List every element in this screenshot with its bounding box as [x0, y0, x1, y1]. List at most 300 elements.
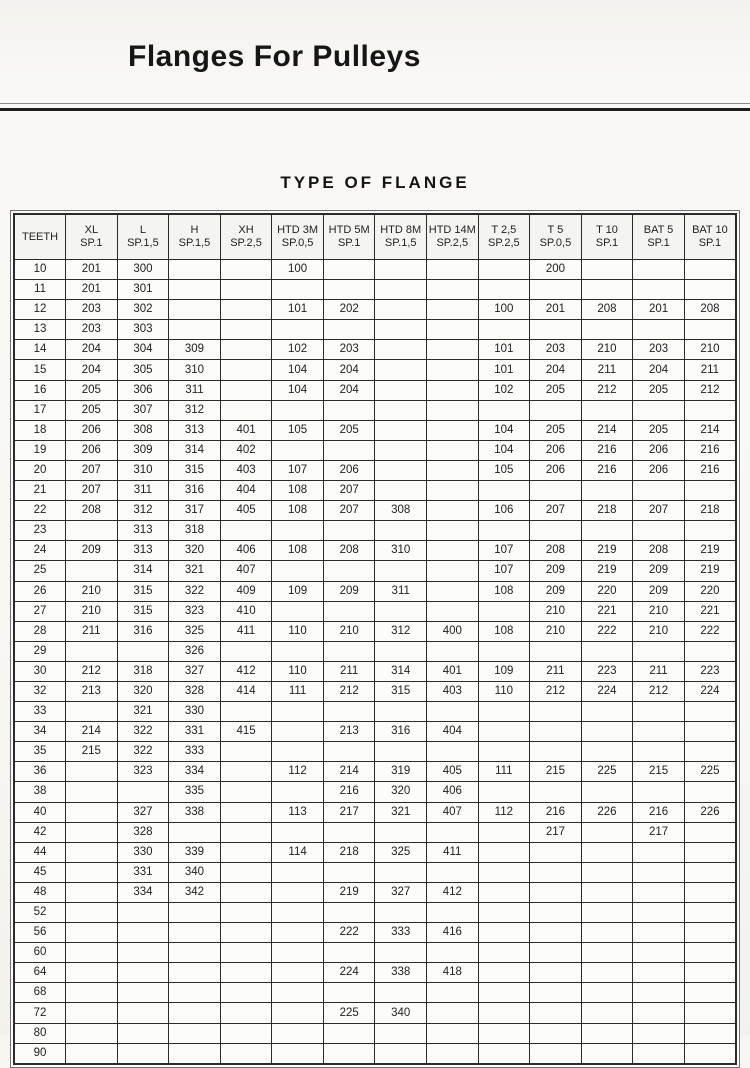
part-number-cell [375, 481, 427, 501]
part-number-cell [220, 320, 272, 340]
part-number-cell: 331 [117, 862, 169, 882]
part-number-cell [427, 360, 479, 380]
part-number-cell [478, 702, 530, 722]
part-number-cell: 100 [272, 260, 324, 280]
table-row [14, 681, 736, 701]
part-number-cell: 108 [272, 501, 324, 521]
part-number-cell: 205 [323, 420, 375, 440]
part-number-cell [581, 742, 633, 762]
part-number-cell [220, 822, 272, 842]
part-number-cell: 308 [117, 420, 169, 440]
part-number-cell: 212 [581, 380, 633, 400]
part-number-cell [272, 923, 324, 943]
part-number-cell: 401 [427, 661, 479, 681]
part-number-cell [272, 862, 324, 882]
part-number-cell [633, 320, 685, 340]
part-number-cell: 210 [684, 340, 736, 360]
teeth-cell: 68 [14, 983, 66, 1003]
part-number-cell [581, 641, 633, 661]
part-number-cell [375, 862, 427, 882]
table-row [14, 481, 736, 501]
teeth-cell: 40 [14, 802, 66, 822]
part-number-cell: 316 [117, 621, 169, 641]
part-number-cell [375, 943, 427, 963]
part-number-cell [323, 1023, 375, 1043]
part-number-cell: 314 [117, 561, 169, 581]
part-number-cell: 320 [169, 541, 221, 561]
part-number-cell [220, 360, 272, 380]
part-number-cell [427, 943, 479, 963]
part-number-cell: 205 [530, 420, 582, 440]
teeth-cell: 29 [14, 641, 66, 661]
part-number-cell: 212 [323, 681, 375, 701]
part-number-cell: 225 [684, 762, 736, 782]
part-number-cell [427, 862, 479, 882]
part-number-cell: 306 [117, 380, 169, 400]
column-header-t-2-5 [478, 214, 530, 260]
part-number-cell [272, 983, 324, 1003]
part-number-cell [375, 380, 427, 400]
column-label: T 5 [547, 224, 564, 236]
part-number-cell: 210 [530, 601, 582, 621]
part-number-cell [169, 260, 221, 280]
part-number-cell [530, 903, 582, 923]
part-number-cell [530, 702, 582, 722]
part-number-cell [169, 280, 221, 300]
table-row [14, 300, 736, 320]
part-number-cell [633, 1003, 685, 1023]
part-number-cell [117, 641, 169, 661]
part-number-cell [323, 320, 375, 340]
part-number-cell: 304 [117, 340, 169, 360]
part-number-cell: 211 [530, 661, 582, 681]
teeth-cell: 90 [14, 1043, 66, 1064]
part-number-cell [530, 882, 582, 902]
column-header-l [117, 214, 169, 260]
table-row [14, 340, 736, 360]
part-number-cell: 217 [530, 822, 582, 842]
part-number-cell: 203 [323, 340, 375, 360]
part-number-cell [633, 260, 685, 280]
part-number-cell: 216 [530, 802, 582, 822]
part-number-cell: 219 [684, 561, 736, 581]
part-number-cell [169, 903, 221, 923]
part-number-cell: 314 [169, 440, 221, 460]
part-number-cell [684, 842, 736, 862]
part-number-cell: 208 [684, 300, 736, 320]
table-row [14, 923, 736, 943]
part-number-cell [272, 1043, 324, 1064]
part-number-cell: 111 [272, 681, 324, 701]
part-number-cell: 320 [375, 782, 427, 802]
part-number-cell [684, 903, 736, 923]
part-number-cell [220, 923, 272, 943]
part-number-cell [581, 400, 633, 420]
part-number-cell [66, 702, 118, 722]
part-number-cell: 210 [633, 601, 685, 621]
part-number-cell [66, 561, 118, 581]
part-number-cell [272, 742, 324, 762]
part-number-cell: 319 [375, 762, 427, 782]
teeth-cell: 52 [14, 903, 66, 923]
part-number-cell [427, 983, 479, 1003]
part-number-cell [66, 822, 118, 842]
part-number-cell [427, 460, 479, 480]
part-number-cell: 218 [684, 501, 736, 521]
column-header-bat-10 [684, 214, 736, 260]
part-number-cell [581, 320, 633, 340]
part-number-cell: 101 [272, 300, 324, 320]
part-number-cell: 106 [478, 501, 530, 521]
part-number-cell: 212 [66, 661, 118, 681]
part-number-cell: 220 [581, 581, 633, 601]
table-row [14, 360, 736, 380]
part-number-cell [684, 641, 736, 661]
part-number-cell [581, 862, 633, 882]
part-number-cell: 202 [323, 300, 375, 320]
part-number-cell: 203 [66, 300, 118, 320]
part-number-cell [375, 400, 427, 420]
part-number-cell: 209 [633, 561, 685, 581]
part-number-cell: 333 [375, 923, 427, 943]
part-number-cell: 226 [581, 802, 633, 822]
part-number-cell: 402 [220, 440, 272, 460]
column-label: L [139, 224, 146, 236]
part-number-cell: 214 [684, 420, 736, 440]
part-number-cell [169, 963, 221, 983]
part-number-cell: 203 [530, 340, 582, 360]
column-pitch-label: SP.2,5 [230, 237, 262, 249]
part-number-cell: 411 [427, 842, 479, 862]
part-number-cell [581, 842, 633, 862]
part-number-cell: 105 [272, 420, 324, 440]
part-number-cell [530, 842, 582, 862]
teeth-cell: 27 [14, 601, 66, 621]
part-number-cell: 210 [530, 621, 582, 641]
table-row [14, 943, 736, 963]
part-number-cell: 313 [117, 521, 169, 541]
part-number-cell: 330 [169, 702, 221, 722]
part-number-cell: 214 [66, 722, 118, 742]
column-header-h [169, 214, 221, 260]
part-number-cell [684, 983, 736, 1003]
part-number-cell [684, 280, 736, 300]
part-number-cell: 315 [375, 681, 427, 701]
part-number-cell [478, 782, 530, 802]
part-number-cell: 317 [169, 501, 221, 521]
part-number-cell: 325 [169, 621, 221, 641]
part-number-cell [581, 1043, 633, 1064]
part-number-cell [375, 983, 427, 1003]
part-number-cell [684, 943, 736, 963]
part-number-cell: 327 [169, 661, 221, 681]
part-number-cell [66, 762, 118, 782]
part-number-cell [478, 923, 530, 943]
part-number-cell [478, 943, 530, 963]
table-row [14, 822, 736, 842]
teeth-cell: 34 [14, 722, 66, 742]
part-number-cell [478, 601, 530, 621]
part-number-cell: 208 [581, 300, 633, 320]
part-number-cell [427, 702, 479, 722]
part-number-cell [633, 702, 685, 722]
part-number-cell [117, 903, 169, 923]
part-number-cell [220, 380, 272, 400]
part-number-cell: 201 [66, 280, 118, 300]
part-number-cell [272, 440, 324, 460]
part-number-cell [117, 1003, 169, 1023]
part-number-cell: 331 [169, 722, 221, 742]
part-number-cell [375, 822, 427, 842]
teeth-cell: 60 [14, 943, 66, 963]
part-number-cell: 418 [427, 963, 479, 983]
part-number-cell: 214 [581, 420, 633, 440]
part-number-cell [272, 822, 324, 842]
part-number-cell [478, 1003, 530, 1023]
part-number-cell: 218 [323, 842, 375, 862]
part-number-cell [427, 742, 479, 762]
part-number-cell [427, 1003, 479, 1023]
part-number-cell [220, 1003, 272, 1023]
part-number-cell: 300 [117, 260, 169, 280]
part-number-cell: 110 [478, 681, 530, 701]
part-number-cell [272, 400, 324, 420]
part-number-cell [220, 963, 272, 983]
part-number-cell [684, 481, 736, 501]
table-row [14, 460, 736, 480]
part-number-cell: 207 [323, 481, 375, 501]
part-number-cell [633, 641, 685, 661]
part-number-cell [220, 742, 272, 762]
part-number-cell [427, 903, 479, 923]
table-row [14, 320, 736, 340]
part-number-cell [427, 400, 479, 420]
part-number-cell: 109 [272, 581, 324, 601]
part-number-cell [530, 862, 582, 882]
header-divider-thin-line [0, 103, 750, 104]
part-number-cell: 328 [117, 822, 169, 842]
part-number-cell [427, 420, 479, 440]
part-number-cell: 219 [581, 561, 633, 581]
column-pitch-label: SP.2,5 [488, 237, 520, 249]
part-number-cell: 203 [633, 340, 685, 360]
part-number-cell: 316 [169, 481, 221, 501]
part-number-cell: 206 [323, 460, 375, 480]
part-number-cell [323, 561, 375, 581]
part-number-cell [478, 983, 530, 1003]
part-number-cell [427, 1023, 479, 1043]
column-pitch-label: SP.1 [595, 237, 619, 249]
part-number-cell [427, 641, 479, 661]
part-number-cell: 212 [530, 681, 582, 701]
teeth-cell: 23 [14, 521, 66, 541]
part-number-cell: 209 [323, 581, 375, 601]
part-number-cell [581, 963, 633, 983]
part-number-cell [581, 943, 633, 963]
part-number-cell [323, 260, 375, 280]
part-number-cell [427, 380, 479, 400]
teeth-cell: 22 [14, 501, 66, 521]
column-pitch-label: SP.1 [337, 237, 361, 249]
part-number-cell: 320 [117, 681, 169, 701]
part-number-cell: 321 [117, 702, 169, 722]
part-number-cell [684, 521, 736, 541]
part-number-cell [117, 983, 169, 1003]
part-number-cell: 218 [581, 501, 633, 521]
part-number-cell: 108 [272, 541, 324, 561]
part-number-cell: 209 [66, 541, 118, 561]
part-number-cell: 208 [66, 501, 118, 521]
header-divider-thick-line [0, 108, 750, 111]
part-number-cell: 401 [220, 420, 272, 440]
column-pitch-label: SP.0,5 [281, 237, 314, 249]
column-header-t-5 [530, 214, 582, 260]
part-number-cell [581, 1003, 633, 1023]
part-number-cell: 216 [323, 782, 375, 802]
part-number-cell: 416 [427, 923, 479, 943]
teeth-cell: 38 [14, 782, 66, 802]
part-number-cell [530, 481, 582, 501]
part-number-cell [581, 882, 633, 902]
part-number-cell: 315 [117, 601, 169, 621]
part-number-cell: 342 [169, 882, 221, 902]
part-number-cell [117, 923, 169, 943]
part-number-cell [220, 300, 272, 320]
table-row [14, 862, 736, 882]
table-row [14, 782, 736, 802]
teeth-cell: 12 [14, 300, 66, 320]
column-pitch-label: SP.1 [80, 237, 103, 249]
part-number-cell: 216 [581, 460, 633, 480]
part-number-cell: 213 [66, 681, 118, 701]
part-number-cell: 334 [117, 882, 169, 902]
table-row [14, 762, 736, 782]
part-number-cell [272, 943, 324, 963]
table-row [14, 521, 736, 541]
part-number-cell: 206 [66, 420, 118, 440]
part-number-cell: 108 [478, 621, 530, 641]
part-number-cell: 409 [220, 581, 272, 601]
part-number-cell: 207 [530, 501, 582, 521]
part-number-cell [220, 260, 272, 280]
teeth-cell: 80 [14, 1023, 66, 1043]
part-number-cell: 215 [633, 762, 685, 782]
part-number-cell [220, 400, 272, 420]
part-number-cell [66, 963, 118, 983]
part-number-cell [530, 521, 582, 541]
table-row [14, 802, 736, 822]
flange-table-body [14, 260, 736, 1064]
part-number-cell: 340 [169, 862, 221, 882]
part-number-cell: 223 [581, 661, 633, 681]
part-number-cell [530, 641, 582, 661]
part-number-cell: 405 [427, 762, 479, 782]
part-number-cell [530, 923, 582, 943]
part-number-cell [220, 280, 272, 300]
part-number-cell: 104 [272, 360, 324, 380]
table-row [14, 280, 736, 300]
part-number-cell [272, 722, 324, 742]
part-number-cell [478, 882, 530, 902]
part-number-cell: 210 [633, 621, 685, 641]
part-number-cell: 309 [169, 340, 221, 360]
part-number-cell [633, 481, 685, 501]
column-pitch-label: SP.1 [698, 237, 722, 249]
part-number-cell: 410 [220, 601, 272, 621]
part-number-cell: 322 [117, 742, 169, 762]
header-divider [0, 103, 750, 111]
part-number-cell [66, 802, 118, 822]
part-number-cell [220, 882, 272, 902]
part-number-cell [375, 440, 427, 460]
column-label: XL [84, 224, 99, 236]
part-number-cell: 204 [323, 360, 375, 380]
part-number-cell: 102 [272, 340, 324, 360]
part-number-cell: 210 [323, 621, 375, 641]
teeth-cell: 20 [14, 460, 66, 480]
part-number-cell [375, 300, 427, 320]
teeth-cell: 26 [14, 581, 66, 601]
part-number-cell [169, 983, 221, 1003]
part-number-cell [375, 601, 427, 621]
part-number-cell: 217 [633, 822, 685, 842]
part-number-cell: 109 [478, 661, 530, 681]
part-number-cell [478, 481, 530, 501]
part-number-cell: 206 [633, 440, 685, 460]
part-number-cell: 219 [581, 541, 633, 561]
part-number-cell [323, 601, 375, 621]
table-row [14, 641, 736, 661]
part-number-cell: 204 [323, 380, 375, 400]
part-number-cell [478, 641, 530, 661]
part-number-cell [633, 1023, 685, 1043]
part-number-cell [427, 822, 479, 842]
part-number-cell: 200 [530, 260, 582, 280]
part-number-cell [530, 1003, 582, 1023]
part-number-cell: 333 [169, 742, 221, 762]
part-number-cell: 105 [478, 460, 530, 480]
part-number-cell: 411 [220, 621, 272, 641]
part-number-cell: 212 [633, 681, 685, 701]
part-number-cell [581, 903, 633, 923]
part-number-cell: 107 [272, 460, 324, 480]
part-number-cell: 302 [117, 300, 169, 320]
part-number-cell [220, 862, 272, 882]
part-number-cell [684, 882, 736, 902]
part-number-cell [169, 1003, 221, 1023]
part-number-cell [272, 280, 324, 300]
part-number-cell [633, 963, 685, 983]
column-label: XH [238, 224, 254, 236]
part-number-cell: 211 [323, 661, 375, 681]
part-number-cell: 207 [323, 501, 375, 521]
part-number-cell: 312 [375, 621, 427, 641]
part-number-cell: 412 [220, 661, 272, 681]
table-row [14, 581, 736, 601]
part-number-cell [220, 802, 272, 822]
teeth-cell: 10 [14, 260, 66, 280]
part-number-cell [169, 943, 221, 963]
part-number-cell [66, 1043, 118, 1064]
part-number-cell [323, 943, 375, 963]
part-number-cell: 311 [117, 481, 169, 501]
part-number-cell: 325 [375, 842, 427, 862]
part-number-cell: 205 [66, 400, 118, 420]
teeth-cell: 14 [14, 340, 66, 360]
part-number-cell [220, 983, 272, 1003]
part-number-cell [117, 1023, 169, 1043]
part-number-cell [478, 521, 530, 541]
